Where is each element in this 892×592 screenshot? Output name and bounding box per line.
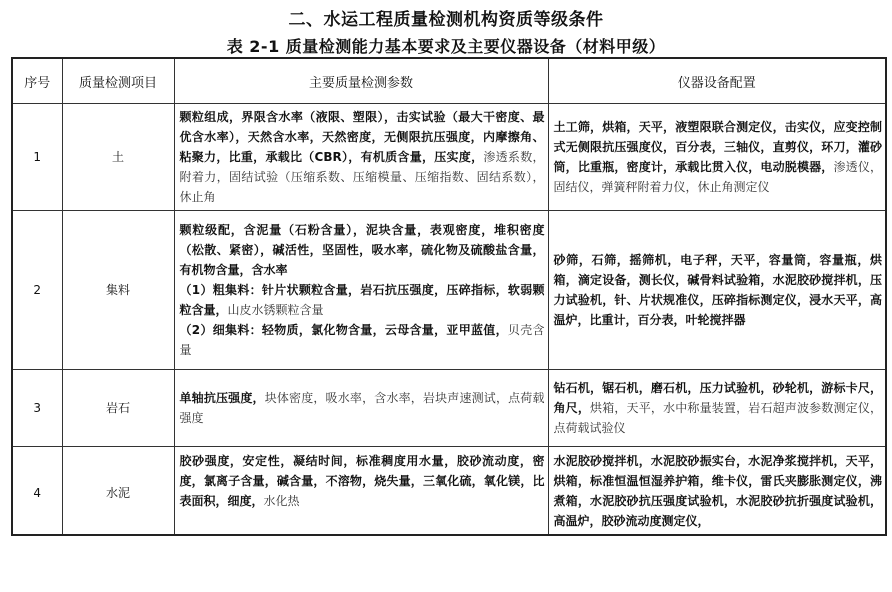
optional-parameters: 块体密度，吸水率，含水率，岩块声速测试，点荷载强度	[179, 391, 545, 425]
row-test-item: 集料	[62, 211, 174, 370]
row-serial-no: 4	[12, 447, 62, 536]
optional-parameters: 水化热	[263, 494, 300, 508]
table-row	[12, 104, 886, 211]
row-test-item: 岩石	[62, 370, 174, 447]
required-parameters: 颗粒级配，含泥量（石粉含量），泥块含量，表观密度，堆积密度（松散、紧密），碱活性，坚固性，吸水率，硫化物及硫酸盐含量，有机物含量，含水率	[179, 223, 545, 277]
requirements-table	[11, 57, 887, 536]
row-serial-no: 2	[12, 211, 62, 370]
row-test-item: 水泥	[62, 447, 174, 536]
header-equipment: 仪器设备配置	[548, 58, 886, 104]
required-equipment: 钻石机，锯石机，磨石机，压力试验机，砂轮机，游标卡尺，角尺，	[553, 381, 882, 415]
fine-aggregate-parameters: （2）细集料：轻物质，氯化物含量，云母含量，亚甲蓝值，	[179, 323, 508, 337]
row-equipment	[548, 370, 886, 447]
table-row	[12, 370, 886, 447]
table-title: 表 2-1 质量检测能力基本要求及主要仪器设备（材料甲级）	[226, 37, 666, 56]
row-test-parameters	[174, 370, 548, 447]
coarse-aggregate-parameters: （1）粗集料：针片状颗粒含量，岩石抗压强度，压碎指标，软弱颗粒含量，	[179, 283, 545, 317]
table-row	[12, 211, 886, 370]
required-equipment: 水泥胶砂搅拌机，水泥胶砂振实台，水泥净浆搅拌机，天平，烘箱，标准恒温恒湿养护箱，维卡仪，雷氏夹膨胀测定仪，沸煮箱，水泥胶砂抗压强度试验机，水泥胶砂抗折强度试验机，高温炉，胶砂流动度测定仪，	[553, 454, 882, 528]
row-test-item: 土	[62, 104, 174, 211]
row-test-parameters	[174, 447, 548, 536]
row-test-parameters	[174, 211, 548, 370]
row-equipment	[548, 211, 886, 370]
row-test-parameters	[174, 104, 548, 211]
required-equipment: 砂筛，石筛，摇筛机，电子秤，天平，容量筒，容量瓶，烘箱，滴定设备，测长仪，碱骨料试验箱，水泥胶砂搅拌机，压力试验机，针、片状规准仪，压碎指标测定仪，浸水天平，高温炉，比重计，百分表，叶轮搅拌器	[553, 253, 882, 327]
table-row	[12, 447, 886, 536]
row-equipment	[548, 104, 886, 211]
optional-parameters: 渗透系数，附着力，固结试验（压缩系数、压缩模量、压缩指数、固结系数），休止角	[179, 150, 545, 204]
required-parameters: 单轴抗压强度，	[179, 391, 265, 405]
required-parameters: 胶砂强度，安定性，凝结时间，标准稠度用水量，胶砂流动度，密度，氯离子含量，碱含量，不溶物，烧失量，三氧化硫，氧化镁，比表面积，细度，	[179, 454, 545, 508]
section-title: 二、水运工程质量检测机构资质等级条件	[288, 10, 604, 30]
header-test-parameters: 主要质量检测参数	[174, 58, 548, 104]
row-serial-no: 3	[12, 370, 62, 447]
row-equipment	[548, 447, 886, 536]
row-serial-no: 1	[12, 104, 62, 211]
optional-equipment: 烘箱，天平，水中称量装置，岩石超声波参数测定仪，点荷载试验仪	[553, 401, 882, 435]
table-header-row	[12, 58, 886, 104]
required-equipment: 土工筛，烘箱，天平，液塑限联合测定仪，击实仪，应变控制式无侧限抗压强度仪，百分表，三轴仪，直剪仪，环刀，灌砂筒，比重瓶，密度计，承载比贯入仪，电动脱模器，	[553, 120, 882, 174]
optional-equipment: 渗透仪，固结仪，弹簧秤附着力仪，休止角测定仪	[553, 160, 882, 194]
header-test-item: 质量检测项目	[62, 58, 174, 104]
fine-aggregate-optional: 贝壳含量	[179, 323, 545, 357]
header-serial-no: 序号	[12, 58, 62, 104]
required-parameters: 颗粒组成，界限含水率（液限、塑限），击实试验（最大干密度、最优含水率），天然含水率，天然密度，无侧限抗压强度，内摩擦角、粘聚力，比重，承载比（CBR），有机质含量，压实度，	[179, 110, 545, 164]
coarse-aggregate-optional: 山皮水锈颗粒含量	[227, 303, 324, 317]
